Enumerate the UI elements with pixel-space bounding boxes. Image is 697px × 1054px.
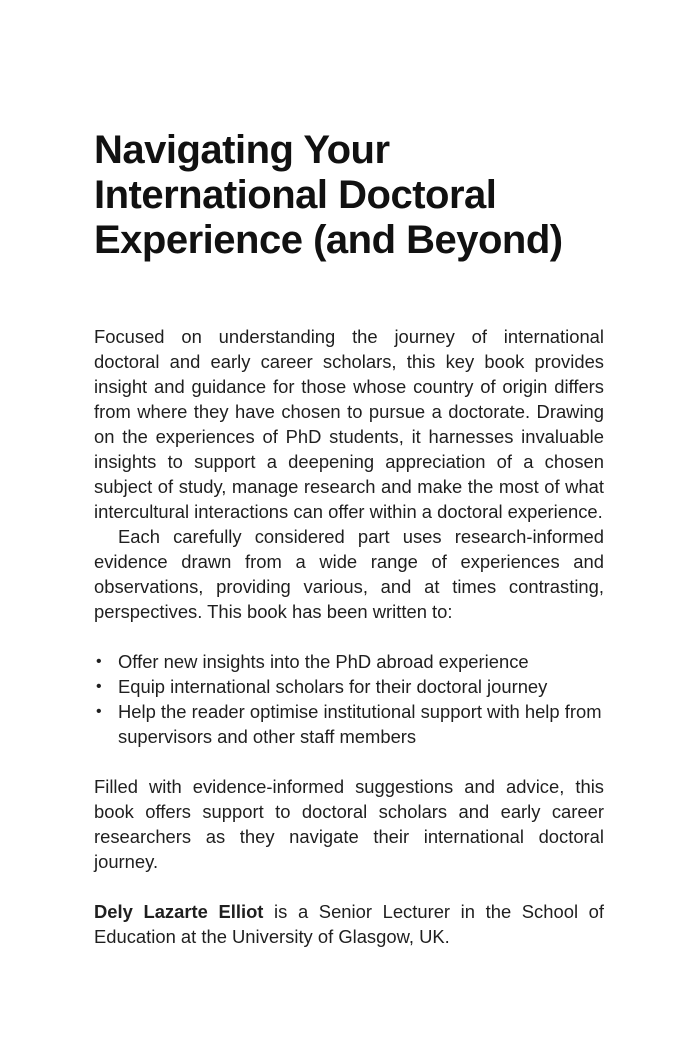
bullet-list	[94, 649, 604, 749]
title-line-2: International Doctoral	[94, 173, 497, 217]
intro-paragraph: Focused on understanding the journey of international doctoral and early career scholars, this key book provides insight and guidance for those whose country of origin differs from where they have chosen to pursue a doctorate. Drawing on the experiences of PhD students, it harnesses invaluable insights to support a deepening appreciation of a chosen subject of study, manage research and make the most of what intercultural interactions can offer within a doctoral experience.	[94, 326, 604, 522]
list-item	[94, 649, 604, 674]
bullet-icon: •	[96, 703, 102, 720]
list-item-text: Help the reader optimise institutional support with help from supervisors and other staff members	[118, 701, 602, 747]
closing-paragraph: Filled with evidence-informed suggestions and advice, this book offers support to doctoral scholars and early career researchers as they navigate their international doctoral journey.	[94, 776, 604, 872]
second-paragraph: Each carefully considered part uses research-informed evidence drawn from a wide range of experiences and observations, providing various, and at times contrasting, perspectives. This book has been written to:	[94, 526, 604, 622]
book-title	[94, 128, 634, 263]
list-item	[94, 699, 604, 749]
author-name: Dely Lazarte Elliot	[94, 901, 264, 922]
list-item-text: Offer new insights into the PhD abroad experience	[118, 651, 529, 672]
author-bio-text: is a Senior Lecturer in the School of Education at the University of Glasgow, UK.	[94, 901, 604, 947]
bullet-icon: •	[96, 678, 102, 695]
list-item-text: Equip international scholars for their doctoral journey	[118, 676, 548, 697]
blurb	[94, 324, 604, 949]
author-bio	[94, 899, 604, 949]
list-item	[94, 674, 604, 699]
title-line-1: Navigating Your	[94, 128, 390, 172]
title-line-3: Experience (and Beyond)	[94, 218, 563, 262]
bullet-icon: •	[96, 653, 102, 670]
